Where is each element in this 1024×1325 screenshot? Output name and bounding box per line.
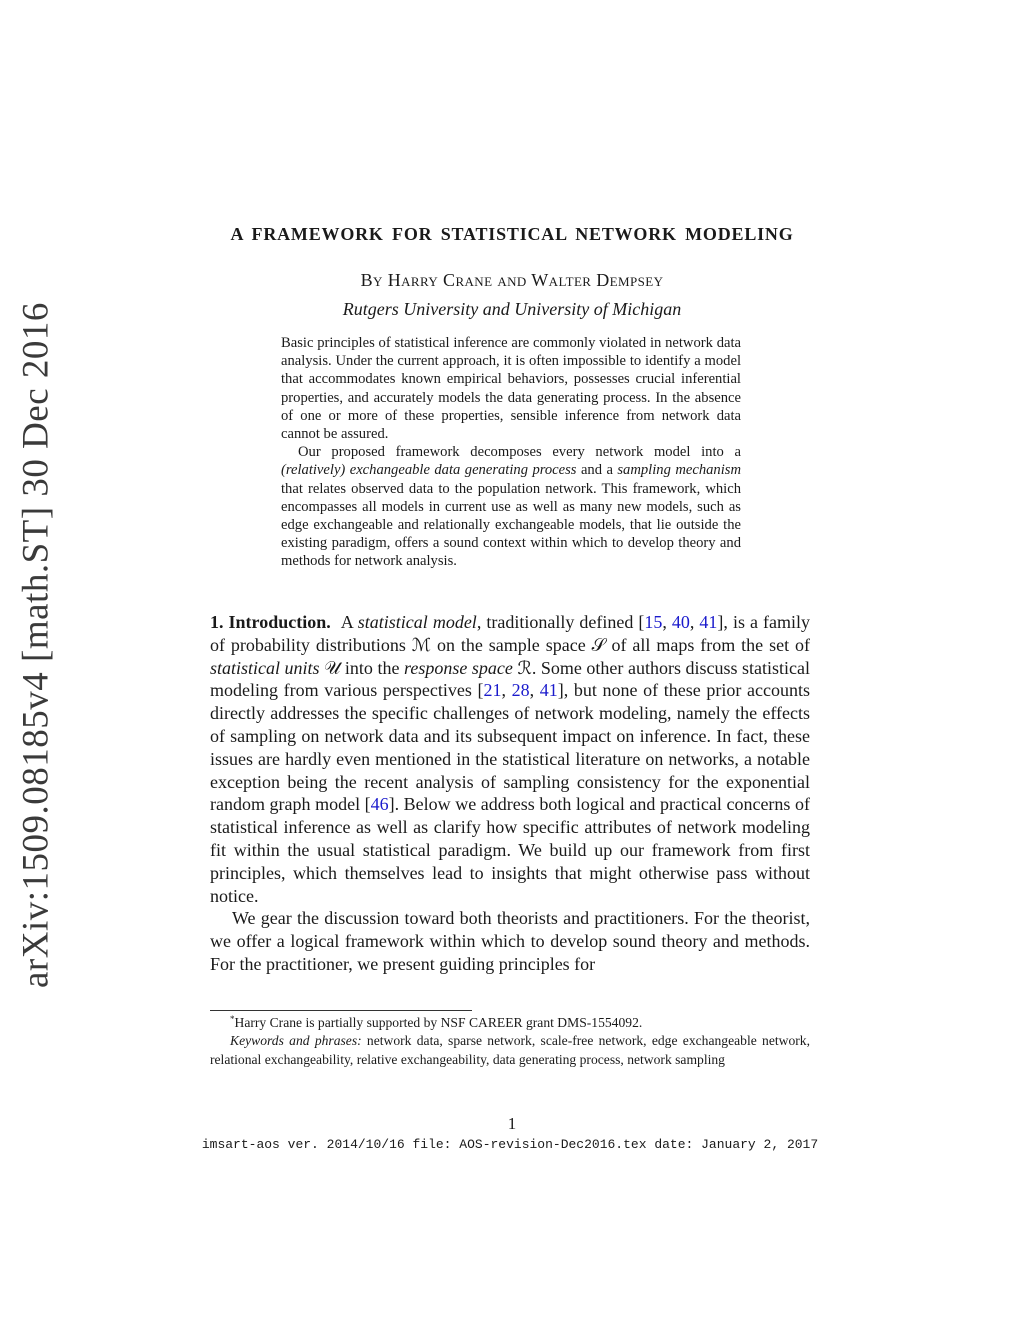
body-paragraph: We gear the discussion toward both theorists and practitioners. For the theorist, we offer a logical framework within which to develop sound theory and methods. For the practitioner, we present guiding principles for (210, 908, 810, 974)
body-text: ]. Below we address both logical and practical concerns of statistical inference as well as clarify how specific attributes of network modeling fit within the usual statistical paradigm. We build up our framework from first principles, which themselves lead to insights that might otherwise pass without notice. (210, 794, 810, 906)
math-symbol: 𝒮 (591, 634, 606, 655)
citation-link[interactable]: 15 (644, 612, 663, 632)
footnote-funding (210, 1014, 810, 1032)
body-text: . Some other authors discuss statistical modeling from various perspectives [ (210, 657, 811, 701)
author-name: Harry Crane (387, 270, 493, 290)
footnote-rule (210, 1010, 472, 1011)
footnote-keywords (210, 1032, 810, 1069)
term-emphasis: response space (404, 657, 513, 678)
author-name: Walter Dempsey (531, 270, 664, 290)
body-text: of all maps from the set of (605, 634, 811, 655)
arxiv-identifier: arXiv:1509.08185v4 [math.ST] 30 Dec 2016 (15, 302, 57, 988)
abstract-emphasis: (relatively) exchangeable data generating process (281, 462, 577, 479)
body-text: , (689, 612, 700, 632)
footnote-text: Harry Crane is partially supported by NSF CAREER grant DMS-1554092. (234, 1015, 643, 1030)
body-text: A (340, 612, 358, 632)
abstract-emphasis: sampling mechanism (617, 462, 741, 479)
body-text: , (662, 612, 672, 632)
citation-link[interactable]: 41 (699, 612, 718, 632)
citation-link[interactable]: 28 (511, 680, 530, 701)
paper-title: A FRAMEWORK FOR STATISTICAL NETWORK MODELING (230, 224, 794, 244)
body-paragraph (210, 611, 810, 907)
body-text: ], but none of these prior accounts directly addresses the specific challenges of network modeling, namely the effects of sampling on network data and its subsequent impact on inference. In fact, these issues are hardly even mentioned in the statistical literature on networks, a notable exception being the recent analysis of sampling consistency for the exponential random graph model [ (210, 680, 811, 815)
abstract-text: and a (576, 462, 618, 479)
abstract (281, 334, 741, 571)
section-heading: 1. Introduction. (210, 612, 331, 632)
body-text: , (501, 680, 512, 701)
file-info-footer: imsart-aos ver. 2014/10/16 file: AOS-revision-Dec2016.tex date: January 2, 2017 (201, 1137, 819, 1152)
citation-link[interactable]: 21 (483, 680, 502, 701)
abstract-text: that relates observed data to the population network. This framework, which encompasses all models in current use as well as many new models, such as edge exchangeable and relationally exchangeable models, that lie outside the existing paradigm, offers a sound context within which to develop theory and methods for network analysis. (281, 480, 741, 570)
term-emphasis: statistical model (357, 612, 477, 632)
affiliation: Rutgers University and University of Michigan (342, 299, 682, 319)
body-text: on the sample space (431, 634, 592, 655)
page-number: 1 (507, 1114, 517, 1133)
footnote-marker: * (230, 1014, 235, 1024)
keywords-text: network data, sparse network, scale-free network, edge exchangeable network, relational exchangeability, relative exchangeability, data generating process, network sampling (210, 1033, 810, 1067)
body-text: ], is a family of probability distributions (210, 612, 810, 655)
section-introduction (210, 611, 810, 976)
abstract-paragraph: Basic principles of statistical inference are commonly violated in network data analysis. Under the current approach, it is often impossible to identify a model that accommodates known empirical behaviors, possesses crucial inferential properties, and accurately models the data generating process. In the absence of one or more of these properties, sensible inference from network data cannot be assured. (281, 335, 741, 443)
citation-link[interactable]: 41 (539, 680, 558, 701)
byline-and: and (497, 270, 527, 290)
byline (210, 270, 814, 291)
abstract-text: Our proposed framework decomposes every network model into a (298, 444, 741, 461)
math-symbol: ℳ (411, 634, 432, 655)
keywords-label: Keywords and phrases: (230, 1033, 362, 1049)
math-symbol: ℛ (517, 657, 532, 678)
math-symbol: 𝒰 (324, 657, 341, 678)
body-text: , (529, 680, 540, 701)
citation-link[interactable]: 40 (671, 612, 690, 632)
byline-by: By (360, 270, 383, 290)
body-text: into the (340, 657, 404, 678)
citation-link[interactable]: 46 (370, 794, 389, 815)
body-text: , traditionally defined [ (476, 612, 645, 632)
footnotes (210, 1014, 810, 1069)
abstract-paragraph (281, 443, 741, 570)
term-emphasis: statistical units (210, 657, 320, 678)
